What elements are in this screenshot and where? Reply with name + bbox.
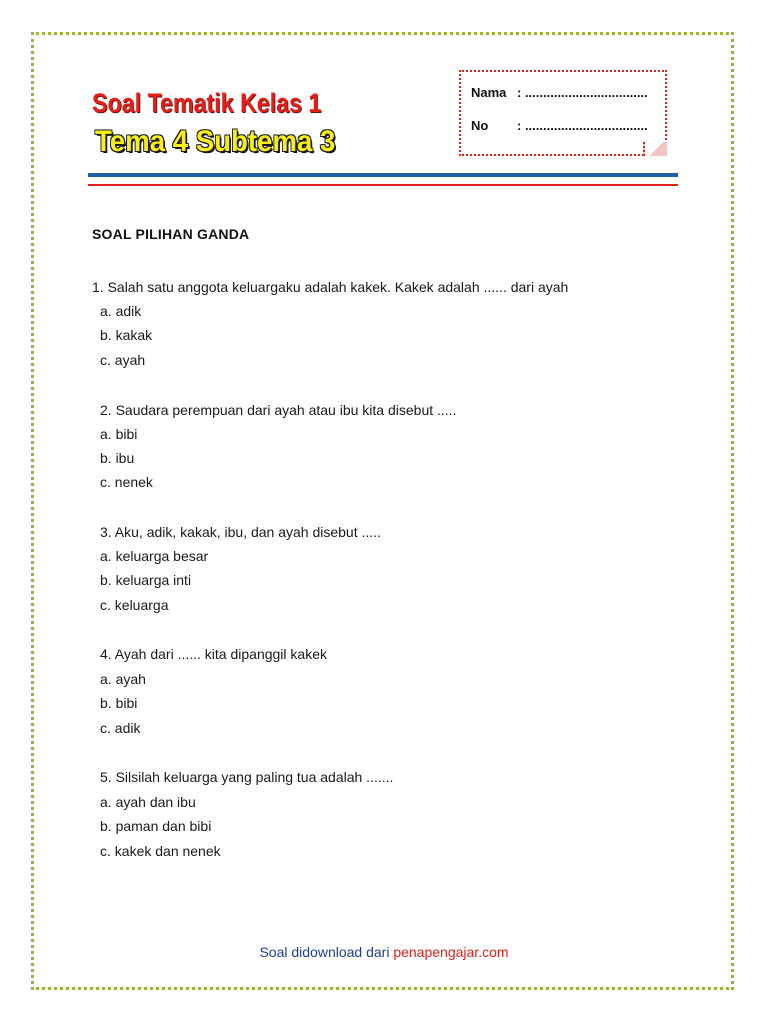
nama-field: : .................................. xyxy=(517,85,648,100)
option-c: c. ayah xyxy=(100,352,146,368)
page-curl-decoration xyxy=(643,142,667,156)
no-label: No xyxy=(471,118,489,133)
question-text: 4. Ayah dari ...... kita dipanggil kakek xyxy=(100,646,327,662)
question-text: 5. Silsilah keluarga yang paling tua adalah ....... xyxy=(100,769,394,785)
option-b: b. kakak xyxy=(100,327,153,343)
option-c: c. nenek xyxy=(100,474,153,490)
nama-label: Nama xyxy=(471,85,507,100)
option-a: a. keluarga besar xyxy=(100,548,209,564)
option-a: a. adik xyxy=(100,303,142,319)
footer-credit xyxy=(0,944,768,960)
option-b: b. ibu xyxy=(100,450,135,466)
footer-prefix: Soal didownload dari xyxy=(259,944,394,960)
section-title: SOAL PILIHAN GANDA xyxy=(92,226,250,242)
question-text: 2. Saudara perempuan dari ayah atau ibu kita disebut ..... xyxy=(100,402,457,418)
option-b: b. paman dan bibi xyxy=(100,818,212,834)
option-b: b. bibi xyxy=(100,695,138,711)
header-rule-blue xyxy=(88,173,678,177)
question-text: 3. Aku, adik, kakak, ibu, dan ayah disebut ..... xyxy=(100,524,381,540)
option-a: a. bibi xyxy=(100,426,138,442)
header-rule-red xyxy=(88,184,678,186)
no-field: : .................................. xyxy=(517,118,648,133)
no-row xyxy=(471,118,648,133)
footer-site-link[interactable]: penapengajar.com xyxy=(393,944,509,960)
option-c: c. adik xyxy=(100,720,141,736)
title-line-2: Tema 4 Subtema 3 xyxy=(95,125,336,158)
student-id-box xyxy=(459,70,667,156)
option-b: b. keluarga inti xyxy=(100,572,192,588)
option-c: c. keluarga xyxy=(100,597,169,613)
option-a: a. ayah xyxy=(100,671,146,687)
nama-row xyxy=(471,85,648,100)
option-c: c. kakek dan nenek xyxy=(100,843,221,859)
title-line-1: Soal Tematik Kelas 1 xyxy=(92,88,322,118)
question-text: 1. Salah satu anggota keluargaku adalah kakek. Kakek adalah ...... dari ayah xyxy=(92,279,569,295)
option-a: a. ayah dan ibu xyxy=(100,794,196,810)
